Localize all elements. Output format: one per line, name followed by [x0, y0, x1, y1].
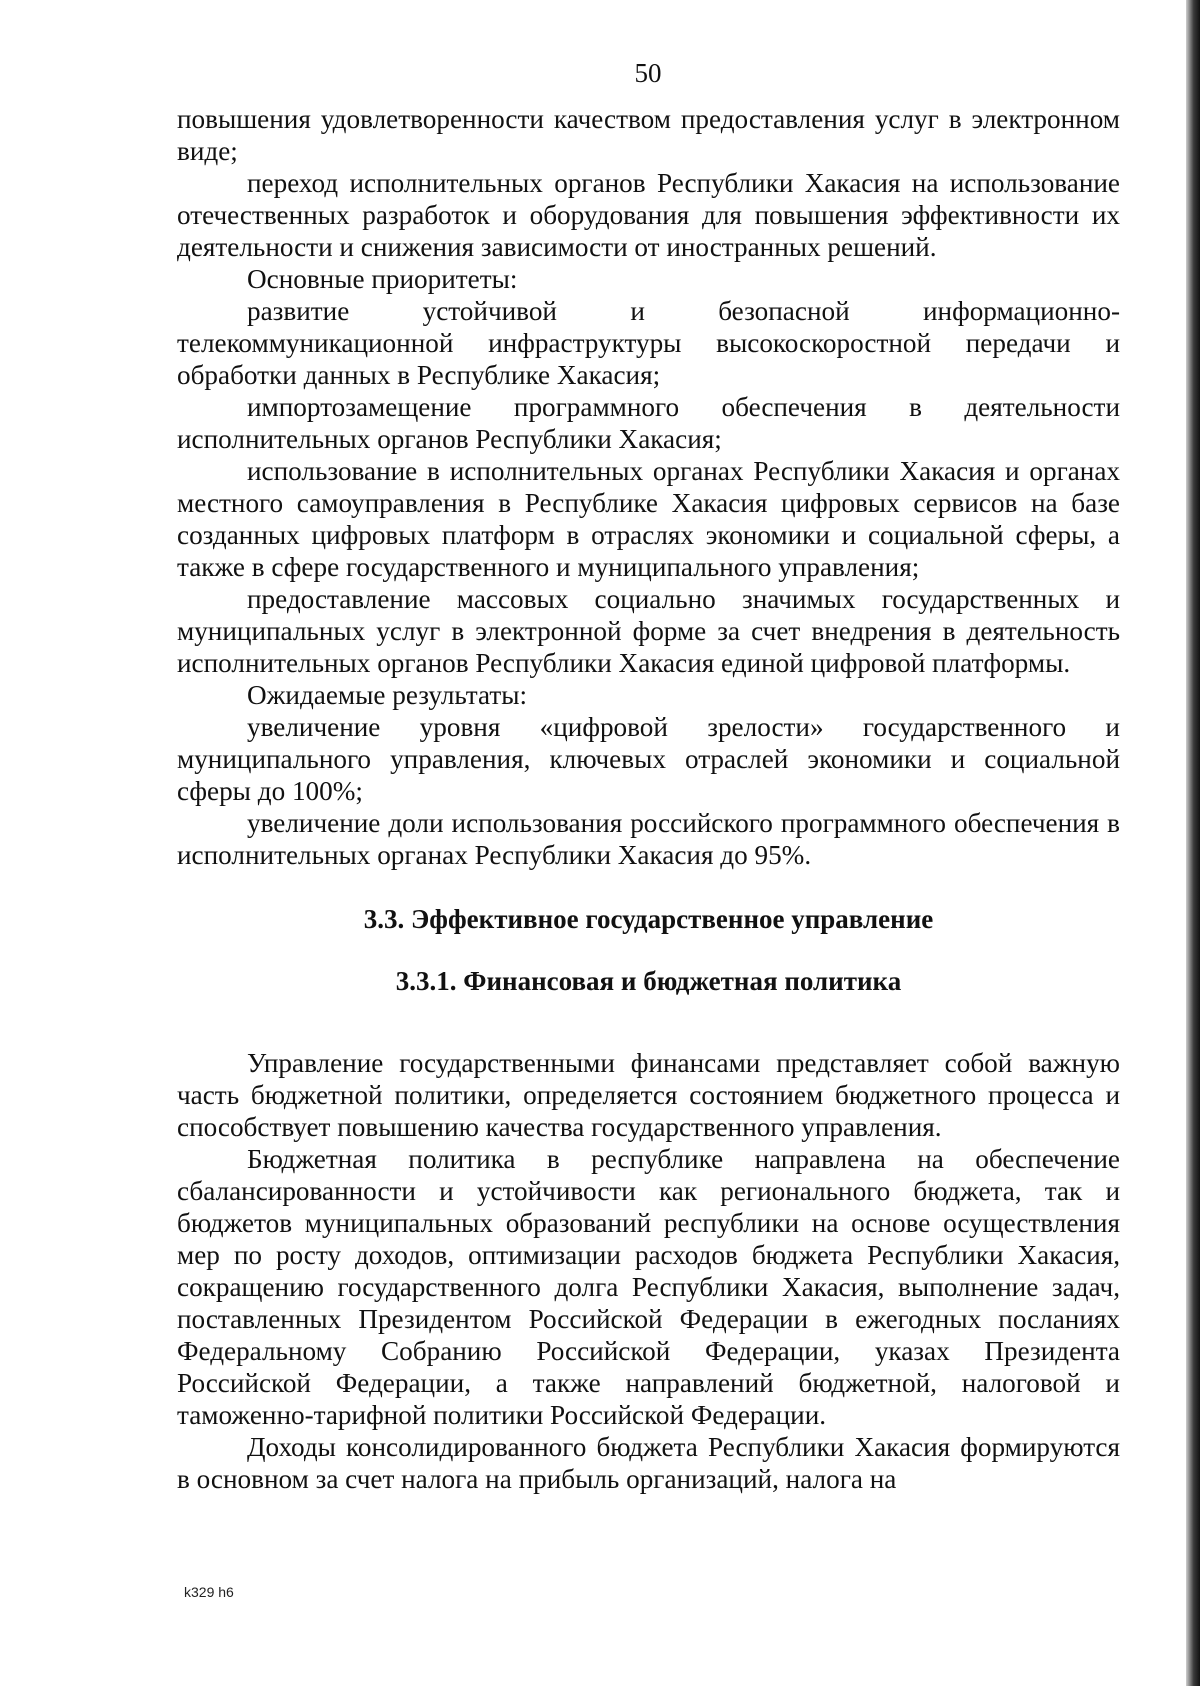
subsection-heading: 3.3.1. Финансовая и бюджетная политика: [395, 966, 902, 996]
paragraph: увеличение доли использования российского программного обеспечения в исполнительных органах Республики Хакасия до 95%.: [177, 808, 1120, 870]
paragraphs-top: [177, 103, 1120, 871]
document-body: [177, 103, 1120, 1495]
paragraph: Управление государственными финансами представляет собой важную часть бюджетной политики, определяется состоянием бюджетного процесса и способствует повышению качества государственного управления.: [177, 1048, 1120, 1142]
paragraph: использование в исполнительных органах Республики Хакасия и органах местного самоуправления в Республике Хакасия цифровых сервисов на базе созданных цифровых платформ в отраслях экономики и социальной сферы, а также в сфере государственного и муниципального управления;: [177, 456, 1120, 582]
paragraphs-bottom: [177, 1047, 1120, 1495]
paragraph: увеличение уровня «цифровой зрелости» государственного и муниципального управления, ключевых отраслей экономики и социальной сферы до 100%;: [177, 712, 1120, 806]
paragraph: предоставление массовых социально значимых государственных и муниципальных услуг в электронной форме за счет внедрения в деятельность исполнительных органов Республики Хакасия единой цифровой платформы.: [177, 584, 1120, 678]
paragraph: Основные приоритеты:: [247, 264, 518, 294]
footer-document-code: k329 h6: [184, 1584, 234, 1600]
paragraph: Доходы консолидированного бюджета Республики Хакасия формируются в основном за счет налога на прибыль организаций, налога на: [177, 1432, 1120, 1494]
page-number: 50: [634, 58, 662, 88]
section-heading: 3.3. Эффективное государственное управление: [363, 904, 934, 934]
scan-edge-shadow: [1186, 0, 1200, 1686]
paragraph: импортозамещение программного обеспечения в деятельности исполнительных органов Республики Хакасия;: [177, 392, 1120, 454]
paragraph: Ожидаемые результаты:: [247, 680, 528, 710]
paragraph: переход исполнительных органов Республики Хакасия на использование отечественных разработок и оборудования для повышения эффективности их деятельности и снижения зависимости от иностранных решений.: [177, 168, 1120, 262]
paragraph: повышения удовлетворенности качеством предоставления услуг в электронном виде;: [177, 104, 1120, 166]
paragraph: Бюджетная политика в республике направлена на обеспечение сбалансированности и устойчивости как регионального бюджета, так и бюджетов муниципальных образований республики на основе осуществления мер по росту доходов, оптимизации расходов бюджета Республики Хакасия, сокращению государственного долга Республики Хакасия, выполнение задач, поставленных Президентом Российской Федерации в ежегодных посланиях Федеральному Собранию Российской Федерации, указах Президента Российской Федерации, а также направлений бюджетной, налоговой и таможенно-тарифной политики Российской Федерации.: [177, 1144, 1120, 1430]
paragraph: развитие устойчивой и безопасной информационно-телекоммуникационной инфраструктуры высокоскоростной передачи и обработки данных в Республике Хакасия;: [177, 296, 1120, 390]
